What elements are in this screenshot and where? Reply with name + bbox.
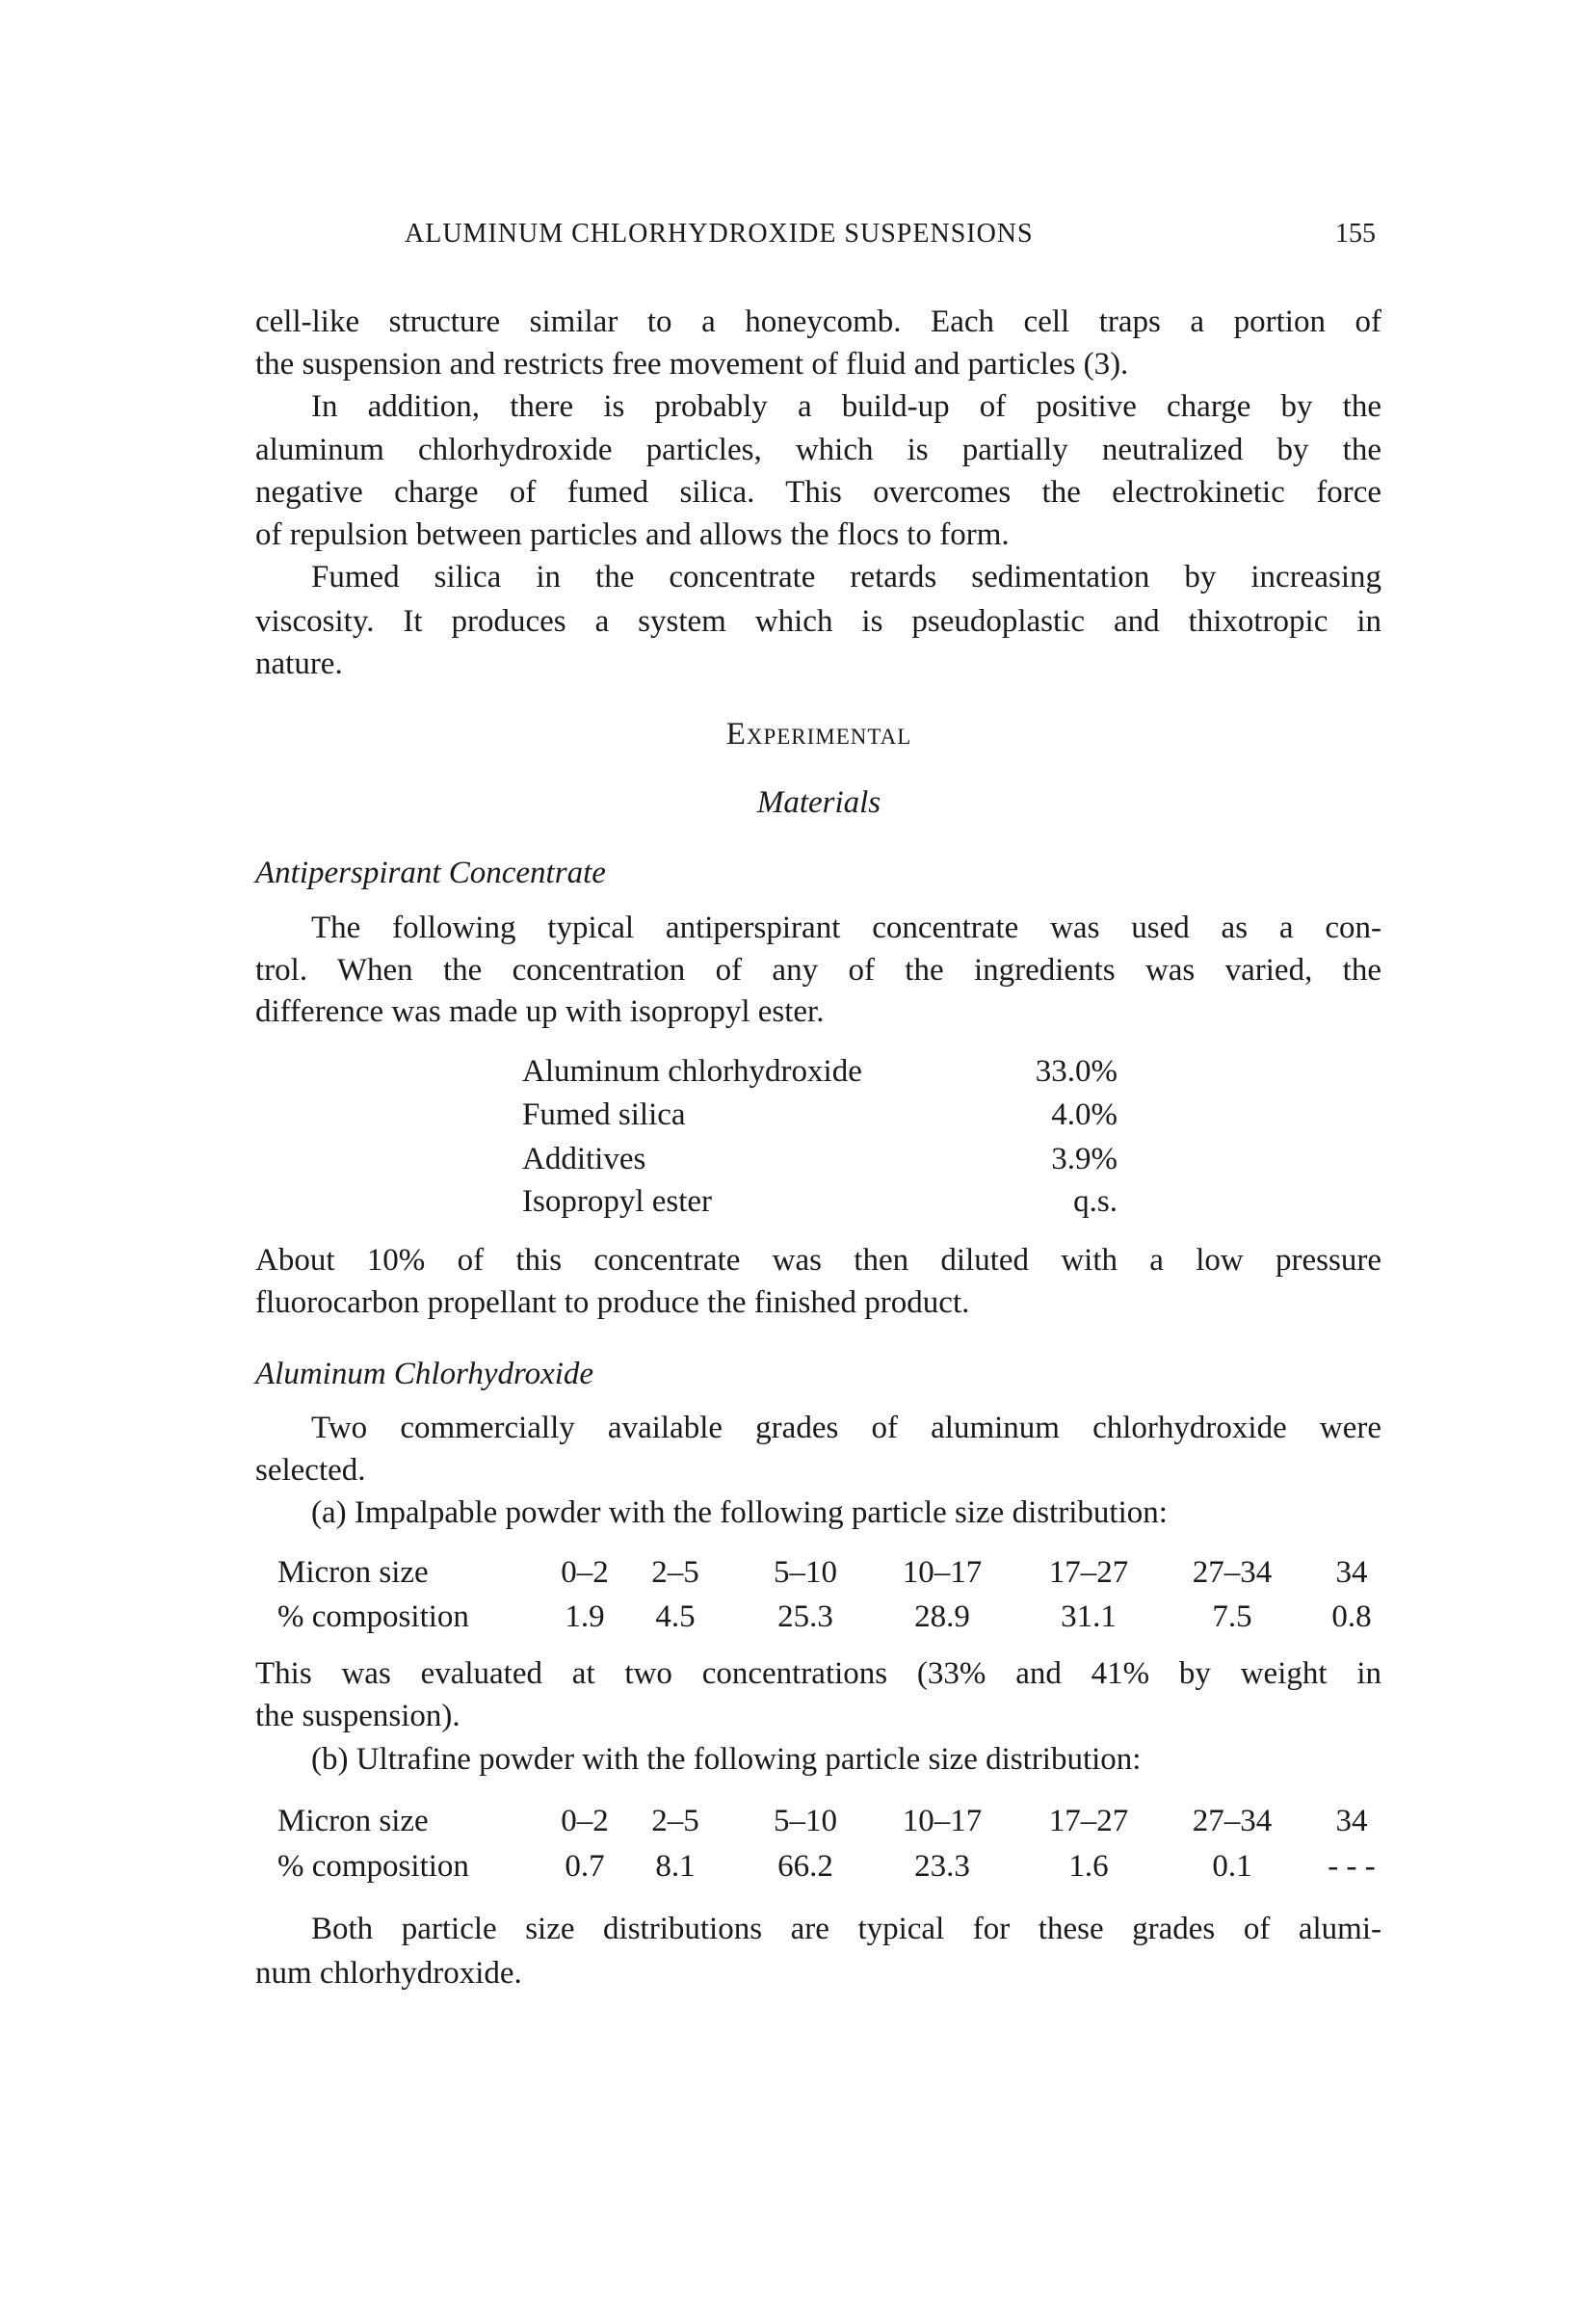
body-line: negative charge of fumed silica. This overcomes the electrokinetic force [255, 475, 1381, 511]
page-number: 155 [1335, 218, 1376, 249]
formula-ingredient: Fumed silica [522, 1097, 686, 1133]
table-cell-composition: 4.5 [655, 1598, 696, 1634]
table-cell-size: 0–2 [561, 1804, 609, 1839]
table-row-label: Micron size [277, 1804, 429, 1839]
table-cell-composition: 7.5 [1212, 1598, 1252, 1634]
running-head: ALUMINUM CHLORHYDROXIDE SUSPENSIONS [405, 218, 1034, 249]
table-cell-composition: - - - [1328, 1849, 1376, 1885]
body-line: the suspension). [255, 1698, 460, 1733]
body-line: of repulsion between particles and allows the flocs to form. [255, 517, 1010, 553]
body-line: About 10% of this concentrate was then diluted with a low pressure [255, 1242, 1381, 1278]
body-line: (b) Ultrafine powder with the following particle size distribution: [311, 1742, 1142, 1778]
body-line: cell-like structure similar to a honeycomb. Each cell traps a portion of [255, 304, 1381, 339]
body-line: (a) Impalpable powder with the following particle size distribution: [311, 1495, 1168, 1531]
subsection-heading: Antiperspirant Concentrate [255, 855, 606, 890]
table-cell-composition: 25.3 [777, 1598, 833, 1634]
table-cell-size: 2–5 [651, 1804, 699, 1839]
table-cell-composition: 1.9 [565, 1598, 605, 1634]
body-line: Two commercially available grades of aluminum chlorhydroxide were [311, 1411, 1381, 1446]
table-cell-composition: 8.1 [655, 1849, 696, 1885]
formula-amount: q.s. [1073, 1183, 1118, 1219]
table-cell-size: 0–2 [561, 1555, 609, 1591]
table-row-label: Micron size [277, 1555, 429, 1591]
table-cell-size: 27–34 [1192, 1555, 1273, 1591]
body-line: The following typical antiperspirant concentrate was used as a con- [311, 911, 1381, 946]
formula-ingredient: Isopropyl ester [522, 1183, 713, 1219]
table-cell-composition: 31.1 [1061, 1598, 1117, 1634]
body-line: nature. [255, 646, 343, 681]
table-cell-size: 34 [1335, 1804, 1368, 1839]
body-line: num chlorhydroxide. [255, 1955, 522, 1991]
table-cell-composition: 0.1 [1212, 1849, 1252, 1885]
subsection-heading: Materials [756, 784, 881, 820]
formula-amount: 3.9% [1051, 1141, 1118, 1176]
body-line: In addition, there is probably a build-up of positive charge by the [311, 388, 1381, 424]
table-cell-composition: 0.8 [1331, 1598, 1372, 1634]
body-line: aluminum chlorhydroxide particles, which is partially neutralized by the [255, 433, 1381, 468]
table-cell-size: 17–27 [1048, 1555, 1129, 1591]
table-cell-size: 2–5 [651, 1555, 699, 1591]
body-line: Both particle size distributions are typical for these grades of alumi- [311, 1912, 1381, 1947]
table-cell-composition: 66.2 [777, 1849, 833, 1885]
body-line: difference was made up with isopropyl ester. [255, 993, 825, 1029]
section-heading: Experimental [725, 716, 912, 752]
table-row-label: % composition [277, 1598, 469, 1634]
table-cell-composition: 0.7 [565, 1849, 605, 1885]
table-cell-size: 27–34 [1192, 1804, 1273, 1839]
subsection-heading: Aluminum Chlorhydroxide [255, 1356, 594, 1391]
table-cell-size: 10–17 [902, 1555, 983, 1591]
table-cell-composition: 28.9 [914, 1598, 970, 1634]
table-cell-composition: 1.6 [1068, 1849, 1109, 1885]
table-cell-size: 34 [1335, 1555, 1368, 1591]
body-line: selected. [255, 1453, 366, 1489]
table-cell-size: 10–17 [902, 1804, 983, 1839]
body-line: This was evaluated at two concentrations (33% and 41% by weight in [255, 1655, 1381, 1691]
formula-amount: 4.0% [1051, 1097, 1118, 1133]
body-line: Fumed silica in the concentrate retards sedimentation by increasing [311, 560, 1381, 595]
table-row-label: % composition [277, 1849, 469, 1885]
body-line: viscosity. It produces a system which is pseudoplastic and thixotropic in [255, 603, 1381, 639]
body-line: fluorocarbon propellant to produce the finished product. [255, 1284, 970, 1320]
table-cell-size: 17–27 [1048, 1804, 1129, 1839]
table-cell-size: 5–10 [774, 1555, 837, 1591]
table-cell-composition: 23.3 [914, 1849, 970, 1885]
formula-ingredient: Additives [522, 1141, 646, 1176]
formula-amount: 33.0% [1035, 1053, 1118, 1089]
body-line: the suspension and restricts free movement of fluid and particles (3). [255, 346, 1129, 382]
formula-ingredient: Aluminum chlorhydroxide [522, 1053, 862, 1089]
table-cell-size: 5–10 [774, 1804, 837, 1839]
body-line: trol. When the concentration of any of the ingredients was varied, the [255, 953, 1381, 989]
